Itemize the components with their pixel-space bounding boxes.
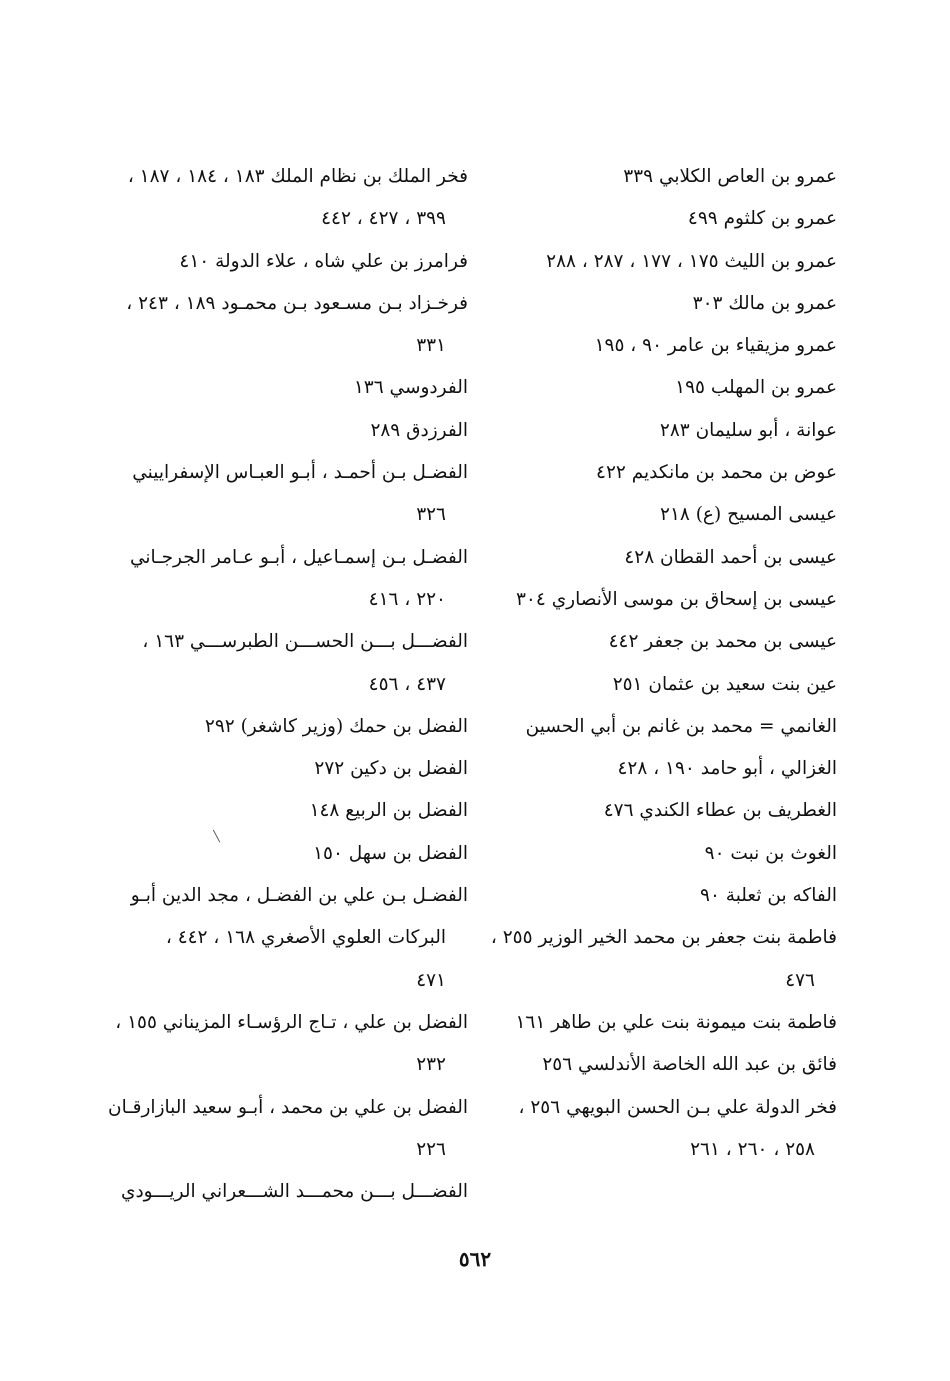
- index-entry: عيسى بن إسحاق بن موسى الأنصاري ٣٠٤: [516, 588, 837, 610]
- index-entry: الفضل بن علي ، تـاج الرؤسـاء المزيناني ١٥٥ ،: [115, 1011, 468, 1033]
- index-entry-continuation: ٢٥٨ ، ٢٦٠ ، ٢٦١: [690, 1138, 815, 1160]
- index-entry: فرامرز بن علي شاه ، علاء الدولة ٤١٠: [179, 250, 468, 272]
- index-entry: الفضـل بـن علي بن الفضـل ، مجد الدين أبـو: [130, 885, 468, 907]
- index-entry: فخر الدولة علي بـن الحسن البويهي ٢٥٦ ،: [518, 1096, 837, 1118]
- index-entry-continuation: ٣٢٦: [416, 504, 446, 526]
- index-entry: عين بنت سعيد بن عثمان ٢٥١: [612, 673, 837, 695]
- index-entry: الغزالي ، أبو حامد ١٩٠ ، ٤٢٨: [617, 758, 837, 780]
- index-entry-continuation: ٣٣١: [416, 335, 446, 357]
- index-entry-continuation: ٤٧١: [416, 969, 446, 991]
- index-entry: عوانة ، أبو سليمان ٢٨٣: [659, 419, 837, 441]
- index-entry: الغوث بن نبت ٩٠: [704, 842, 837, 864]
- index-entry: عمرو بن العاص الكلابي ٣٣٩: [623, 166, 837, 187]
- index-entry: الفاكه بن ثعلبة ٩٠: [700, 885, 837, 907]
- index-entry: فائق بن عبد الله الخاصة الأندلسي ٢٥٦: [542, 1054, 837, 1076]
- index-entry: عيسى بن أحمد القطان ٤٢٨: [624, 546, 837, 568]
- index-entry-continuation: ٢٣٢: [416, 1054, 446, 1076]
- index-entry: عمرو بن مالك ٣٠٣: [692, 292, 837, 314]
- index-entry: الفضـــل بـــن محمـــد الشـــعراني الريـــودي: [120, 1181, 468, 1203]
- index-entry-continuation: ٣٩٩ ، ٤٢٧ ، ٤٤٢: [321, 208, 446, 230]
- index-entry: فاطمة بنت ميمونة بنت علي بن طاهر ١٦١: [515, 1011, 837, 1033]
- index-entry: الفضل بن حمك (وزير كاشغر) ٢٩٢: [204, 715, 468, 737]
- index-entry: الفرزدق ٢٨٩: [370, 419, 468, 441]
- index-entry-continuation: ٢٢٠ ، ٤١٦: [368, 588, 446, 610]
- index-entry: الغطريف بن عطاء الكندي ٤٧٦: [603, 800, 837, 822]
- index-entry: فاطمة بنت جعفر بن محمد الخير الوزير ٢٥٥ ،: [490, 927, 837, 949]
- index-column-right: [457, 156, 837, 1171]
- index-entry: فرخـزاد بـن مسـعود بـن محمـود ١٨٩ ، ٢٤٣ ،: [126, 292, 468, 314]
- index-entry: عيسى بن محمد بن جعفر ٤٤٢: [608, 631, 837, 653]
- index-entry: الفضل بن دكين ٢٧٢: [314, 758, 468, 780]
- index-entry-continuation: البركات العلوي الأصغري ١٦٨ ، ٤٤٢ ،: [165, 927, 446, 949]
- index-entry: عمرو بن المهلب ١٩٥: [675, 377, 837, 399]
- index-entry: الفضل بن علي بن محمد ، أبـو سعيد البازارقـان: [108, 1096, 468, 1118]
- index-entry: الفضـل بـن أحمـد ، أبـو العبـاس الإسفراييني: [132, 462, 468, 484]
- index-entry: الفضل بن الربيع ١٤٨: [309, 800, 468, 822]
- index-entry: الفضـل بـن إسمـاعيل ، أبـو عـامر الجرجـاني: [129, 546, 468, 568]
- index-entry: عيسى المسيح (ع) ٢١٨: [660, 504, 837, 526]
- index-entry: الفضل بن سهل ١٥٠: [313, 842, 468, 864]
- index-entry: الفضـــل بـــن الحســـن الطبرســـي ١٦٣ ،: [142, 631, 468, 653]
- index-entry-continuation: ٤٧٦: [785, 969, 815, 991]
- index-entry: الغانمي = محمد بن غانم بن أبي الحسين: [525, 715, 837, 737]
- index-entry: فخر الملك بن نظام الملك ١٨٣ ، ١٨٤ ، ١٨٧ ،: [127, 166, 468, 187]
- index-entry-continuation: ٤٣٧ ، ٤٥٦: [368, 673, 446, 695]
- index-column-left: [98, 156, 468, 1213]
- index-entry: الفردوسي ١٣٦: [353, 377, 468, 399]
- index-entry: عمرو بن الليث ١٧٥ ، ١٧٧ ، ٢٨٧ ، ٢٨٨: [546, 250, 837, 272]
- index-entry: عوض بن محمد بن مانكديم ٤٢٢: [596, 462, 837, 484]
- page-number: ٥٦٢: [458, 1247, 492, 1271]
- index-entry: عمرو مزيقياء بن عامر ٩٠ ، ١٩٥: [594, 335, 837, 357]
- index-entry: عمرو بن كلثوم ٤٩٩: [687, 208, 837, 230]
- index-entry-continuation: ٢٢٦: [416, 1138, 446, 1160]
